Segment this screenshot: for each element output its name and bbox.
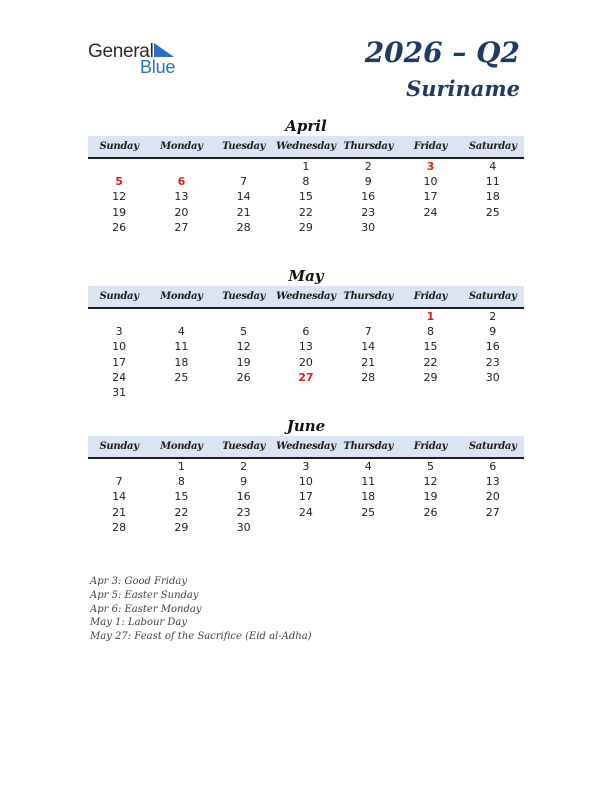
day-cell: 1 (177, 460, 185, 473)
week-row (88, 324, 524, 339)
day-cell: 30 (485, 370, 500, 384)
day-cell: 15 (423, 340, 438, 354)
day-cell: 26 (112, 220, 127, 234)
week-row (88, 370, 524, 385)
day-cell: 20 (174, 205, 189, 219)
day-cell: 16 (236, 490, 251, 504)
day-cell: 12 (236, 340, 251, 354)
weekday-label: Thursday (343, 141, 394, 152)
day-cell: 20 (485, 490, 500, 504)
day-cell: 1 (426, 310, 435, 323)
empty-day-cell (337, 520, 399, 535)
day-cell: 21 (361, 355, 376, 369)
empty-day-cell (88, 159, 150, 174)
day-cell: 7 (364, 325, 372, 339)
day-cell: 14 (112, 490, 127, 504)
day-cell: 27 (485, 505, 500, 519)
holiday-list-item: Apr 3: Good Friday (90, 576, 188, 587)
day-cell: 5 (426, 460, 434, 473)
weekday-label: Thursday (343, 441, 394, 452)
day-cell: 17 (112, 355, 127, 369)
day-cell: 11 (361, 475, 376, 489)
day-cell: 4 (489, 160, 497, 173)
day-cell: 19 (423, 490, 438, 504)
day-cell: 14 (236, 190, 251, 204)
weekday-label: Tuesday (222, 141, 266, 152)
holiday-list (90, 575, 510, 644)
day-cell: 3 (426, 160, 435, 173)
holiday-list-item: Apr 5: Easter Sunday (90, 589, 199, 601)
week-row (88, 339, 524, 354)
day-cell: 18 (485, 190, 500, 204)
weekday-header-row (88, 436, 524, 459)
weekday-label: Wednesday (276, 441, 336, 452)
day-cell: 2 (240, 460, 248, 473)
day-cell: 25 (174, 370, 189, 384)
month-calendar-may (88, 266, 524, 400)
day-cell: 6 (302, 325, 310, 339)
country-subtitle: Suriname (406, 76, 520, 101)
weekday-label: Tuesday (222, 441, 266, 452)
empty-day-cell (399, 385, 461, 400)
day-cell: 2 (489, 310, 497, 323)
page-title: 2026 – Q2 (364, 36, 520, 69)
day-cell: 31 (112, 385, 127, 399)
month-name: April (285, 117, 327, 135)
day-cell: 3 (302, 460, 310, 473)
day-cell: 6 (489, 460, 497, 473)
day-cell: 22 (423, 355, 438, 369)
week-row (88, 174, 524, 189)
weekday-label: Sunday (99, 141, 139, 152)
day-cell: 13 (174, 190, 189, 204)
day-cell: 10 (112, 340, 127, 354)
day-cell: 18 (174, 355, 189, 369)
day-cell: 23 (485, 355, 500, 369)
empty-day-cell (337, 385, 399, 400)
day-cell: 9 (489, 325, 497, 339)
day-cell: 8 (302, 175, 310, 189)
empty-day-cell (150, 309, 212, 324)
day-cell: 9 (364, 175, 372, 189)
day-cell: 17 (423, 190, 438, 204)
empty-day-cell (462, 520, 524, 535)
empty-day-cell (213, 159, 275, 174)
week-row (88, 205, 524, 220)
month-calendar-april (88, 116, 524, 235)
day-cell: 1 (302, 160, 310, 173)
day-cell: 12 (112, 190, 127, 204)
weekday-label: Friday (413, 291, 448, 302)
day-cell: 13 (485, 475, 500, 489)
month-name: May (288, 267, 324, 285)
holiday-list-item: May 1: Labour Day (90, 617, 187, 629)
weekday-label: Monday (160, 291, 203, 302)
weekday-header-row (88, 136, 524, 159)
day-cell: 26 (236, 370, 251, 384)
day-cell: 25 (485, 205, 500, 219)
day-cell: 23 (236, 505, 251, 519)
day-cell: 10 (423, 175, 438, 189)
day-cell: 7 (115, 475, 123, 489)
day-cell: 20 (298, 355, 313, 369)
day-cell: 28 (361, 370, 376, 384)
weekday-label: Saturday (468, 441, 517, 452)
day-cell: 22 (174, 505, 189, 519)
weekday-label: Wednesday (276, 291, 336, 302)
week-row (88, 459, 524, 474)
empty-day-cell (213, 309, 275, 324)
logo-word-blue: Blue (140, 57, 176, 77)
day-cell: 27 (174, 220, 189, 234)
day-cell: 12 (423, 475, 438, 489)
day-cell: 10 (298, 475, 313, 489)
day-cell: 24 (298, 505, 313, 519)
weekday-label: Wednesday (276, 141, 336, 152)
weekday-header-row (88, 286, 524, 309)
day-cell: 9 (240, 475, 248, 489)
month-calendar-june (88, 416, 524, 535)
day-cell: 27 (298, 370, 314, 384)
week-row (88, 159, 524, 174)
day-cell: 15 (174, 490, 189, 504)
day-cell: 4 (364, 460, 372, 473)
week-row (88, 220, 524, 235)
weekday-label: Sunday (99, 441, 139, 452)
empty-day-cell (88, 309, 150, 324)
day-cell: 11 (485, 175, 500, 189)
empty-day-cell (337, 309, 399, 324)
empty-day-cell (462, 385, 524, 400)
weekday-label: Tuesday (222, 291, 266, 302)
day-cell: 7 (240, 175, 248, 189)
weekday-label: Thursday (343, 291, 394, 302)
week-row (88, 189, 524, 204)
day-cell: 3 (115, 325, 123, 339)
empty-day-cell (399, 220, 461, 235)
day-cell: 11 (174, 340, 189, 354)
week-row (88, 309, 524, 324)
day-cell: 17 (298, 490, 313, 504)
logo-triangle-icon (153, 42, 175, 58)
weekday-label: Saturday (468, 291, 517, 302)
day-cell: 23 (361, 205, 376, 219)
holiday-list-item: May 27: Feast of the Sacrifice (Eid al-Adha) (90, 631, 312, 643)
weekday-label: Sunday (99, 291, 139, 302)
week-row (88, 520, 524, 535)
day-cell: 5 (240, 325, 248, 339)
empty-day-cell (150, 385, 212, 400)
month-name: June (286, 417, 326, 435)
holiday-list-item: Apr 6: Easter Monday (90, 603, 202, 615)
day-cell: 28 (112, 520, 127, 534)
empty-day-cell (88, 459, 150, 474)
day-cell: 6 (177, 175, 186, 189)
weekday-label: Friday (413, 441, 448, 452)
day-cell: 29 (174, 520, 189, 534)
week-row (88, 505, 524, 520)
week-row (88, 385, 524, 400)
empty-day-cell (275, 520, 337, 535)
weekday-label: Friday (413, 141, 448, 152)
day-cell: 29 (423, 370, 438, 384)
day-cell: 29 (298, 220, 313, 234)
weekday-label: Monday (160, 141, 203, 152)
day-cell: 8 (177, 475, 185, 489)
day-cell: 28 (236, 220, 251, 234)
empty-day-cell (399, 520, 461, 535)
day-cell: 26 (423, 505, 438, 519)
empty-day-cell (462, 220, 524, 235)
logo-word-general: General (88, 41, 154, 62)
day-cell: 19 (112, 205, 127, 219)
day-cell: 4 (177, 325, 185, 339)
day-cell: 25 (361, 505, 376, 519)
day-cell: 22 (298, 205, 313, 219)
day-cell: 19 (236, 355, 251, 369)
empty-day-cell (275, 309, 337, 324)
day-cell: 16 (361, 190, 376, 204)
day-cell: 24 (423, 205, 438, 219)
empty-day-cell (275, 385, 337, 400)
day-cell: 18 (361, 490, 376, 504)
day-cell: 5 (115, 175, 123, 189)
day-cell: 15 (298, 190, 313, 204)
generalblue-logo (88, 40, 188, 76)
day-cell: 21 (112, 505, 127, 519)
week-row (88, 474, 524, 489)
weekday-label: Monday (160, 441, 203, 452)
empty-day-cell (150, 159, 212, 174)
day-cell: 30 (361, 220, 376, 234)
week-row (88, 489, 524, 504)
day-cell: 13 (298, 340, 313, 354)
day-cell: 24 (112, 370, 127, 384)
empty-day-cell (213, 385, 275, 400)
day-cell: 21 (236, 205, 251, 219)
day-cell: 16 (485, 340, 500, 354)
week-row (88, 355, 524, 370)
day-cell: 14 (361, 340, 376, 354)
weekday-label: Saturday (468, 141, 517, 152)
day-cell: 2 (364, 160, 372, 173)
day-cell: 30 (236, 520, 251, 534)
day-cell: 8 (426, 325, 434, 339)
